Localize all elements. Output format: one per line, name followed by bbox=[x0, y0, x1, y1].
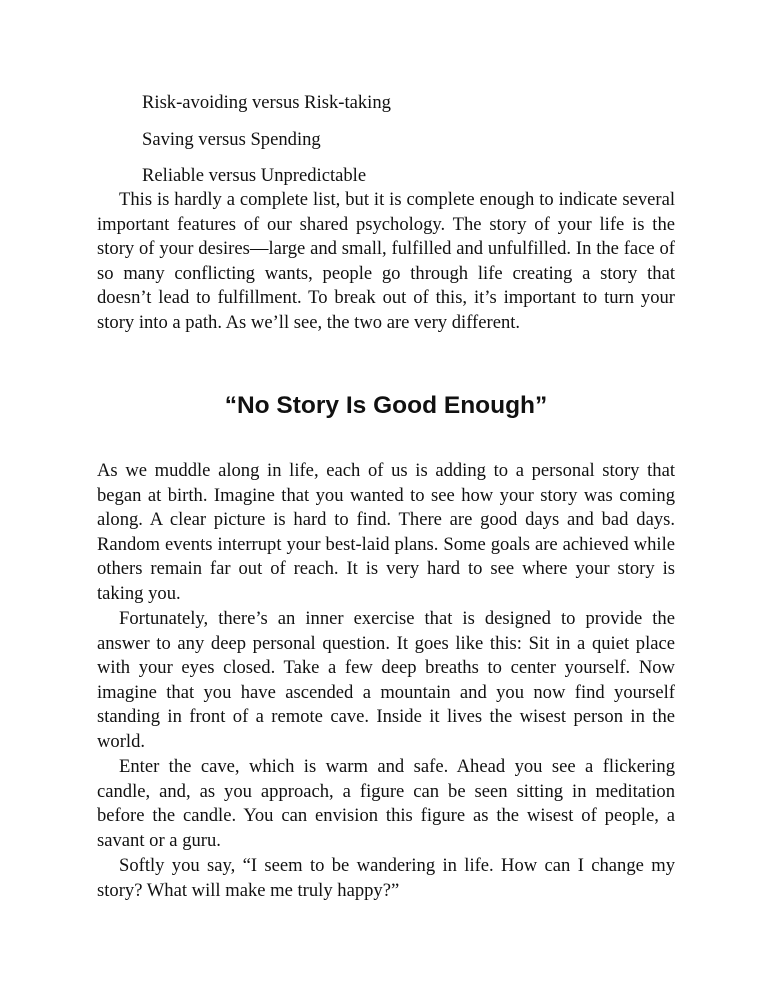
list-item: Reliable versus Unpredictable bbox=[142, 165, 367, 186]
paragraph-muddle: As we muddle along in life, each of us is adding to a personal story that began at birth. Imagine that you wanted to see how your story was coming along. A clear picture is hard to find. There are good days and bad days. Random events interrupt your best-laid plans. Some goals are achieved while others remain far out of reach. It is very hard to see where your story is taking you. bbox=[97, 460, 675, 604]
list-item: Risk-avoiding versus Risk-taking bbox=[142, 92, 391, 113]
paragraph-question: Softly you say, “I seem to be wandering in life. How can I change my story? What will make me truly happy?” bbox=[97, 855, 675, 901]
list-item: Saving versus Spending bbox=[142, 128, 321, 150]
paragraph-cave: Enter the cave, which is warm and safe. Ahead you see a flickering candle, and, as you approach, a figure can be seen sitting in meditation before the candle. You can envision this figure as the wisest of people, a savant or a guru. bbox=[97, 756, 675, 851]
section-heading: “No Story Is Good Enough” bbox=[224, 392, 548, 419]
contrast-list bbox=[142, 90, 391, 200]
paragraph-intro: This is hardly a complete list, but it is complete enough to indicate several important features of our shared psychology. The story of your life is the story of your desires—large and small, fulfilled and unfulfilled. In the face of so many conflicting wants, people go through life creating a story that doesn’t lead to fulfillment. To break out of this, it’s important to turn your story into a path. As we’ll see, the two are very different. bbox=[97, 189, 675, 333]
paragraph-exercise: Fortunately, there’s an inner exercise that is designed to provide the answer to any deep personal question. It goes like this: Sit in a quiet place with your eyes closed. Take a few deep breaths to center yourself. Now imagine that you have ascended a mountain and you now find yourself standing in front of a remote cave. Inside it lives the wisest person in the world. bbox=[97, 608, 675, 752]
